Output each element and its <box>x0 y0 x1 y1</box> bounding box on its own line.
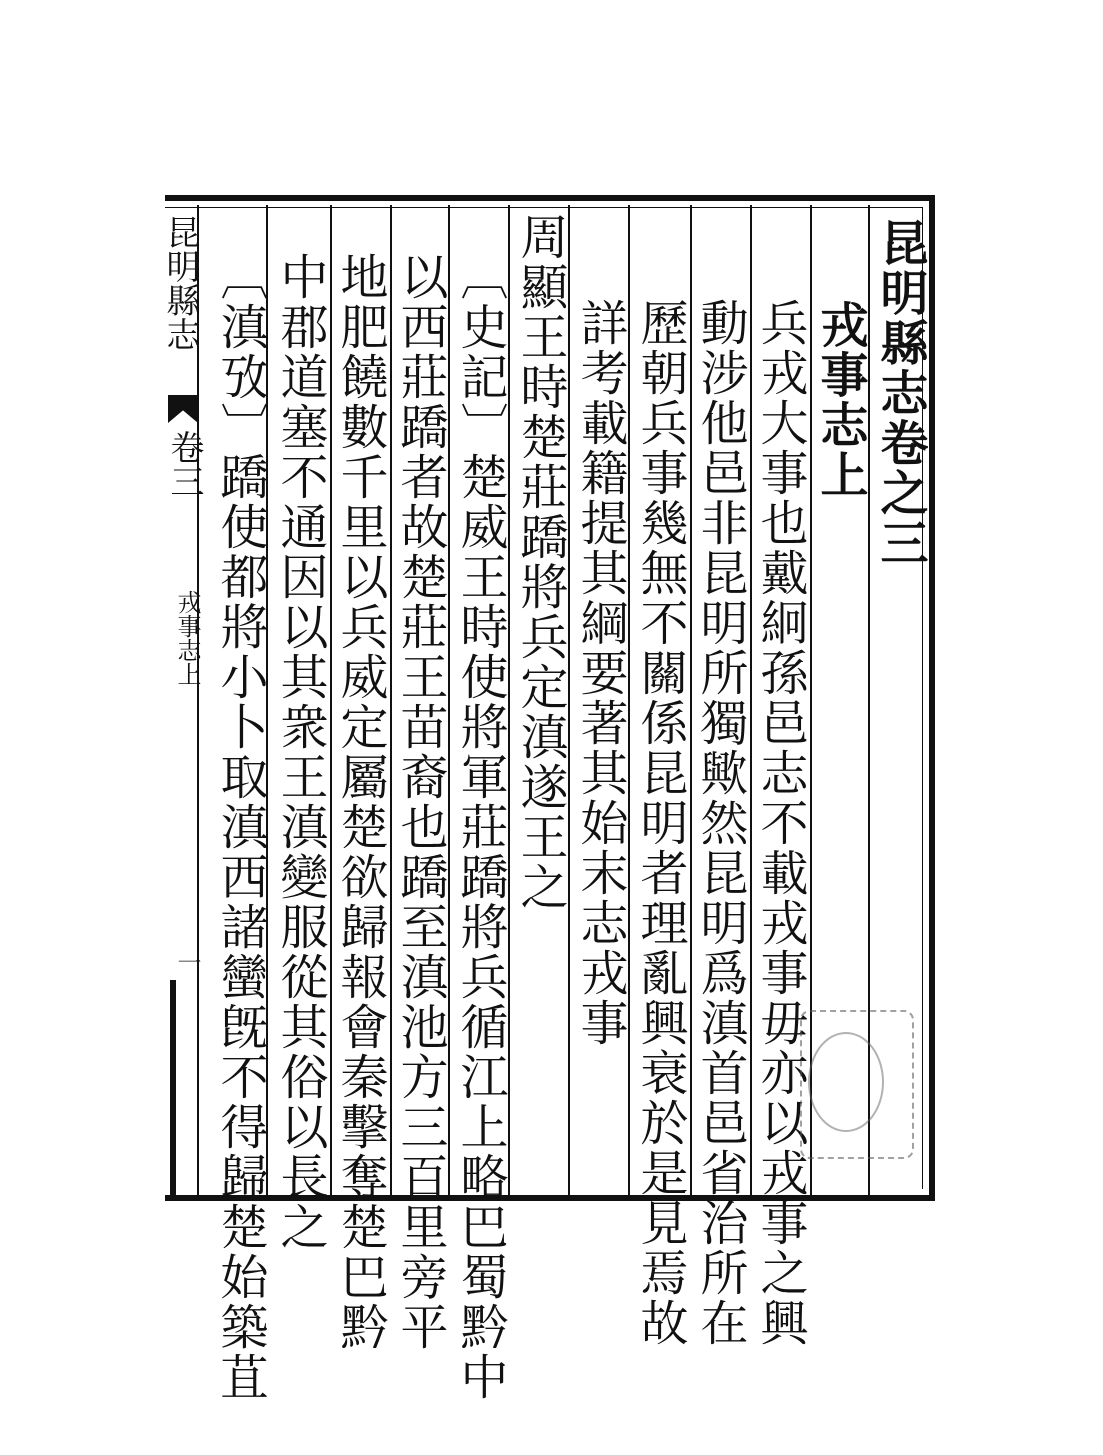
margin-bottom-rule <box>170 980 204 1200</box>
column-rule <box>568 205 570 1195</box>
margin-book-title: 昆明縣志 <box>160 215 200 351</box>
text-column: 〔滇攷〕蹻使都將小卜取滇西諸蠻旣不得歸楚始築苴 <box>212 252 268 1402</box>
volume-title: 昆明縣志卷之三 <box>872 218 928 568</box>
seal-circle-icon <box>808 1032 884 1132</box>
text-column: 歷朝兵事幾無不關係昆明者理亂興衰於是見焉故 <box>632 298 688 1348</box>
text-column: 〔史記〕楚威王時使將軍莊蹻將兵循江上略巴蜀黔中 <box>452 252 508 1402</box>
text-column: 中郡道塞不通因以其衆王滇變服從其俗以長之 <box>272 252 328 1252</box>
text-column: 動涉他邑非昆明所獨歟然昆明爲滇首邑省治所在 <box>692 298 748 1348</box>
text-column: 以西莊蹻者故楚莊王苗裔也蹻至滇池方三百里旁平 <box>392 252 448 1352</box>
text-column: 地肥饒數千里以兵威定屬楚欲歸報會秦擊奪楚巴黔 <box>332 252 388 1352</box>
text-column: 詳考載籍提其綱要著其始末志戎事 <box>572 298 628 1048</box>
margin-section-title: 戎事志上 <box>173 590 201 686</box>
text-column: 兵戎大事也戴絅孫邑志不載戎事毋亦以戎事之興 <box>752 298 808 1348</box>
margin-page-number: 一 <box>173 950 201 974</box>
column-rule <box>628 205 630 1195</box>
section-heading: 戎事志上 <box>812 300 868 500</box>
text-column: 周顯王時楚莊蹻將兵定滇遂王之 <box>512 212 568 912</box>
column-rule <box>508 205 510 1195</box>
margin-juan: 卷三 <box>164 430 204 498</box>
column-rule <box>448 205 450 1195</box>
